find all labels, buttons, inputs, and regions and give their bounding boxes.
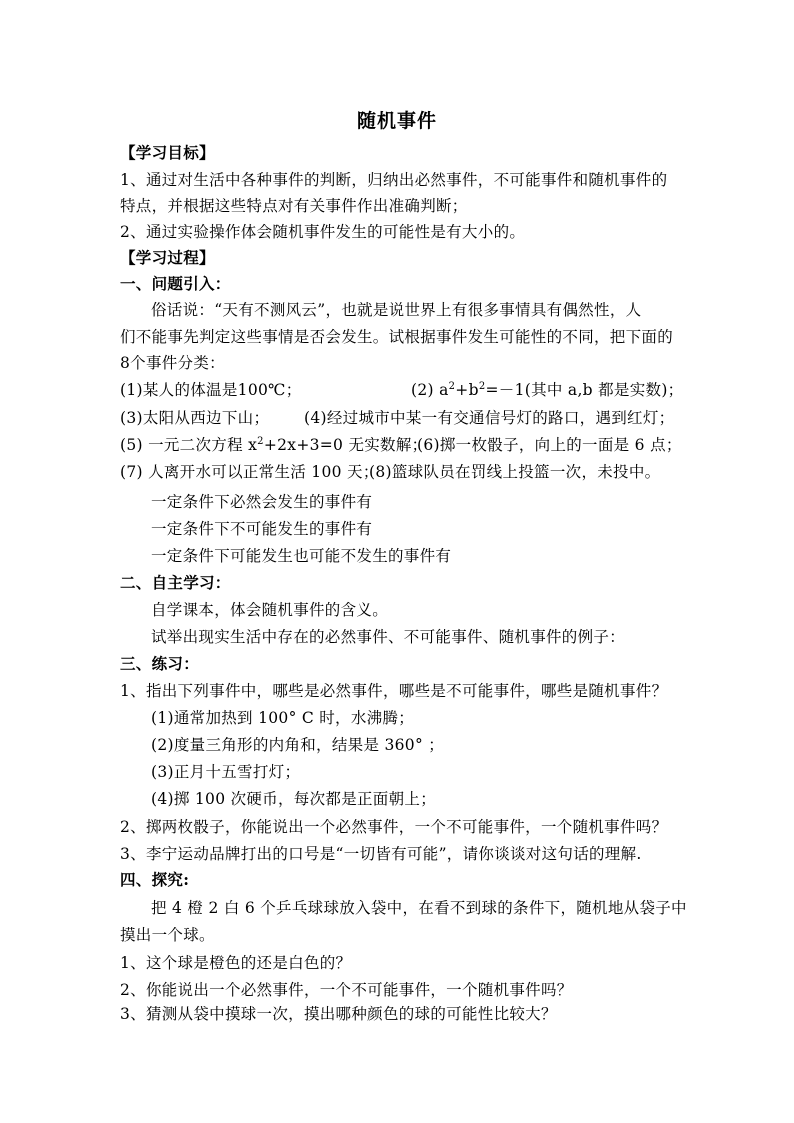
- practice-1-item-3: (3)正月十五雪打灯；: [151, 763, 301, 781]
- event-4: (4)经过城市中某一有交通信号灯的路口，遇到红灯；: [304, 409, 675, 427]
- event-7: (7) 人离开水可以正常生活 100 天；: [120, 463, 379, 481]
- event-2: (2) $a^2+b^2=-1$(其中 a,b 都是实数)；: [411, 380, 684, 399]
- goal-2: 2、通过实验操作体会随机事件发生的可能性是有大小的。: [120, 223, 526, 241]
- section-heading-goals: 【学习目标】: [120, 143, 215, 162]
- intro-line-2: 们不能事先判定这些事情是否会发生。试根据事件发生可能性的不同，把下面的: [120, 328, 674, 346]
- event-8: (8)篮球队员在罚线上投篮一次，未投中。: [369, 463, 661, 481]
- practice-1-item-4: (4)掷 100 次硬币，每次都是正面朝上；: [151, 790, 436, 808]
- heading-problem-intro: 一、问题引入：: [120, 274, 231, 293]
- practice-1: 1、指出下列事件中，哪些是必然事件，哪些是不可能事件，哪些是随机事件？: [120, 682, 668, 700]
- explore-question-2: 2、你能说出一个必然事件，一个不可能事件，一个随机事件吗？: [120, 981, 573, 999]
- event-1: (1)某人的体温是100℃；: [120, 381, 302, 399]
- self-study-2: 试举出现实生活中存在的必然事件、不可能事件、随机事件的例子：: [151, 628, 626, 646]
- practice-1-item-2: (2)度量三角形的内角和，结果是 360° ；: [151, 736, 445, 754]
- self-study-1: 自学课本，体会随机事件的含义。: [151, 601, 389, 619]
- explore-question-3: 3、猜测从袋中摸球一次，摸出哪种颜色的球的可能性比较大？: [120, 1005, 557, 1023]
- practice-3: 3、李宁运动品牌打出的口号是“一切皆有可能”，请你谈谈对这句话的理解.: [120, 845, 642, 863]
- event-6: (6)掷一枚骰子，向上的一面是 6 点；: [417, 436, 682, 454]
- event-5: (5) 一元二次方程 $x^2+2x+3=0$ 无实数解；: [120, 435, 428, 454]
- practice-2: 2、掷两枚骰子，你能说出一个必然事件，一个不可能事件，一个随机事件吗？: [120, 818, 668, 836]
- intro-line-1: 俗话说：“天有不测风云”，也就是说世界上有很多事情具有偶然性，人: [151, 301, 642, 319]
- explore-question-1: 1、这个球是橙色的还是白色的？: [120, 954, 352, 972]
- explore-line-1: 把 4 橙 2 白 6 个乒乓球球放入袋中，在看不到球的条件下，随机地从袋子中: [151, 899, 687, 917]
- heading-explore: 四、探究:: [120, 870, 190, 889]
- page-title: 随机事件: [356, 110, 437, 132]
- category-certain: 一定条件下必然会发生的事件有: [151, 493, 373, 511]
- explore-line-2: 摸出一个球。: [120, 926, 215, 944]
- goal-1-line-2: 特点，并根据这些特点对有关事件作出准确判断；: [120, 197, 468, 215]
- intro-line-3: 8个事件分类：: [120, 354, 225, 372]
- section-heading-process: 【学习过程】: [120, 248, 215, 267]
- practice-1-item-1: (1)通常加热到 100° C 时，水沸腾；: [151, 709, 415, 727]
- heading-self-study: 二、自主学习：: [120, 573, 231, 592]
- event-3: (3)太阳从西边下山；: [120, 409, 270, 427]
- category-random: 一定条件下可能发生也可能不发生的事件有: [151, 547, 452, 565]
- heading-practice: 三、练习：: [120, 654, 200, 673]
- goal-1-line-1: 1、通过对生活中各种事件的判断，归纳出必然事件，不可能事件和随机事件的: [120, 171, 668, 189]
- category-impossible: 一定条件下不可能发生的事件有: [151, 520, 373, 538]
